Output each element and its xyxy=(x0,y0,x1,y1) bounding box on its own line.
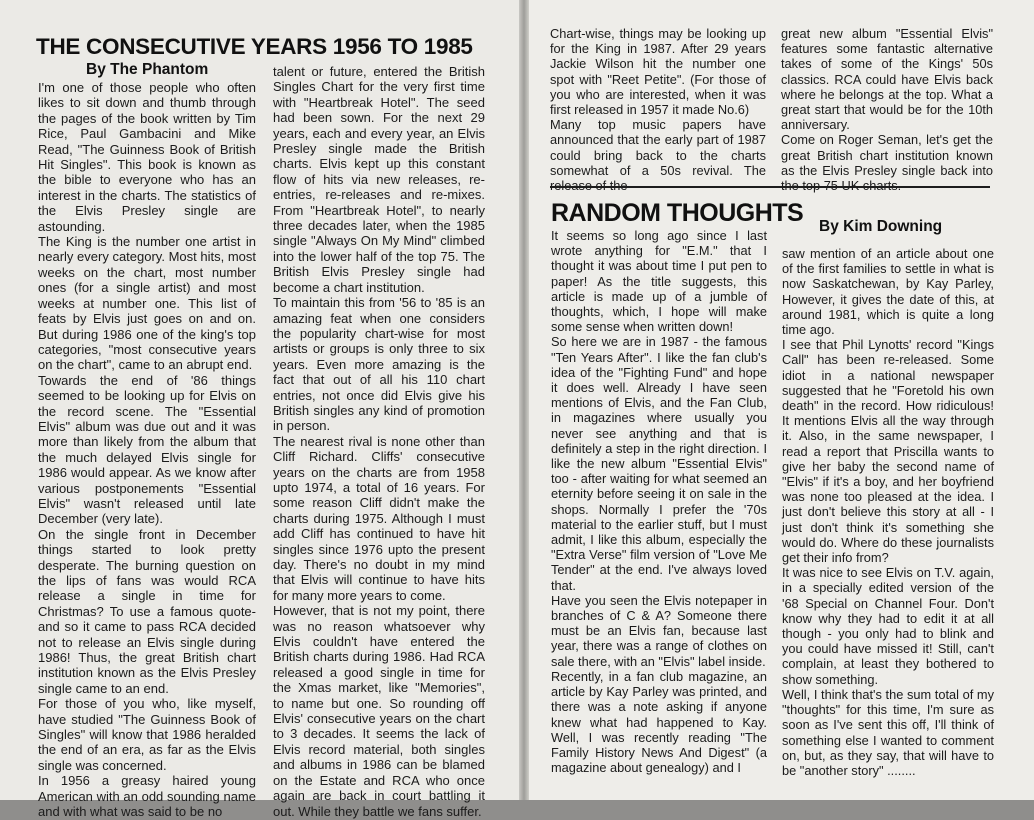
paragraph: Have you seen the Elvis notepaper in branches of C & A? Someone there must be an Elvis fan, because last year, there was a range of clothes on sale there, with an "Elvis" label inside. xyxy=(551,592,767,669)
paragraph: For those of you who, like myself, have studied "The Guinness Book of Singles" will know that 1986 heralded the end of an era, as far as the Elvis single was concerned. xyxy=(38,696,256,773)
paragraph: Many top music papers have announced that the early part of 1987 could bring back to the charts somewhat of a 50s revival. The xyxy=(550,117,766,178)
paragraph: It seems so long ago since I last wrote anything for "E.M." that I thought it was about time I put pen to paper! As the title suggests, this article is made up of a jumble of thoughts, which, I hope will make some sense when written down! xyxy=(551,228,767,335)
section-divider xyxy=(550,186,990,188)
page-fold xyxy=(519,0,529,800)
paragraph: Well, I think that's the sum total of my "thoughts" for this time, I'm sure as soon as I've sent this off, I'll think of something else I wanted to comment on, but, as they say, that will have to be "another story" ........ xyxy=(782,686,994,778)
continuation-column-1 xyxy=(550,26,766,193)
paragraph: Come on Roger Seman, let's get the great British chart institution known as the Elvis Presley single back into xyxy=(781,132,993,178)
paragraph: I'm one of those people who often likes to sit down and thumb through the pages of the book written by Tim Rice, Paul Gambacini and Mike Read, "The Guinness Book of British Hit Singles". This book is known as the bible to everyone who has an interest in the charts. The statistics of the Elvis Presley single are astounding. xyxy=(38,80,256,234)
paragraph: saw mention of an article about one of the first families to settle in what is now Saskatchewan, by Kay Parley, However, it gives the date of this, at around 1981, which is quite a long time ago. xyxy=(782,246,994,338)
article-title: THE CONSECUTIVE YEARS 1956 TO 1985 xyxy=(36,34,473,59)
paragraph: To maintain this from '56 to '85 is an amazing feat when one considers the popularity chart-wise for most artists or groups is only three to six years. Even more amazing is the fact that out of all his 110 chart entries, not once did Elvis give his British singles any kind of promotion in person. xyxy=(273,295,485,434)
article-column-2 xyxy=(782,246,994,778)
article-byline: By Kim Downing xyxy=(819,218,943,235)
article-column-1 xyxy=(551,228,767,775)
paragraph: I see that Phil Lynotts' record "Kings Call" has been re-released. Some idiot in a national newspaper suggested that he "Foretold his own death" in the record. How ridiculous! It mentions Elvis all the way through it. Also, in the same newspaper, I read a report that Priscilla wants to give her baby the second name of "Elvis" if it's a boy, and her boyfriend was none too pleased at the idea. I just don't believe this story at all - I just don't think it's something she would do. Where do these journalists get their info from? xyxy=(782,337,994,566)
paragraph: Recently, in a fan club magazine, an article by Kay Parley was printed, and there was a note asking if anyone knew what had happened to Kay. Well, I was recently reading "The Family History News And Digest" (a magazine about genealogy) and I xyxy=(551,668,767,776)
article-byline: By The Phantom xyxy=(86,61,209,78)
paragraph: great new album "Essential Elvis" features some fantastic alternative takes of some of the Kings' 50s classics. RCA could have Elvis back where he belongs at the top. What a great start that would be for the 10th anniversary. xyxy=(781,26,993,133)
article-column-2 xyxy=(273,64,485,819)
paragraph: On the single front in December things started to look pretty desperate. The burning question on the lips of fans was would RCA release a single in time for Christmas? To use a famous quote- and so it came to pass RCA decided not to release an Elvis single during 1986! Thus, the great British chart institution known as the Elvis Presley single came to an end. xyxy=(38,526,256,696)
paragraph: In 1956 a greasy haired young American with an odd sounding name and with what was said to be no xyxy=(38,773,256,820)
paragraph: So here we are in 1987 - the famous "Ten Years After". I like the fan club's idea of the "Fighting Fund" and hope it does well. Already I have seen mentions of Elvis, and the Fan Club, in magazines where usually you never see anything and that is definitely a step in the right direction. I like the new album "Essential Elvis" too - after waiting for what seemed an eternity before seeing it on sale in the shops. Normally I prefer the '70s material to the earlier stuff, but I must admit, I like this album, especially the "Extra Verse" film version of "Love Me Tender" at the end. I've always loved that. xyxy=(551,334,767,593)
paragraph: The nearest rival is none other than Cliff Richard. Cliffs' consecutive years on the charts are from 1958 upto 1974, a total of 16 years. For some reason Cliff didn't make the charts during 1975. Although I must add Cliff has continued to have hit singles since 1976 upto the present day. There's no doubt in my mind that Elvis will continue to have hits for many more years to come. xyxy=(273,433,485,603)
paragraph: It was nice to see Elvis on T.V. again, in a specially edited version of the '68 Special on Channel Four. Don't know why they had to edit it at all though - you only had to blink and you could have missed it! Still, can't complain, at least they bothered to show something. xyxy=(782,565,994,687)
paragraph: Chart-wise, things may be looking up for the King in 1987. After 29 years Jackie Wilson hit the number one spot with "Reet Petite". (For those of you who are interested, when it was first released in 1957 it made No.6) xyxy=(550,26,766,118)
paragraph: Towards the end of '86 things seemed to be looking up for Elvis on the record scene. The "Essential Elvis" album was due out and it was more than likely from the album that the much delayed Elvis single for 1986 would appear. As we know after various postponements "Essential Elvis" wasn't released until late December (very late). xyxy=(38,372,256,527)
paragraph: talent or future, entered the British Singles Chart for the very first time with "Heartbreak Hotel". The seed had been sown. For the next 29 years, each and every year, an Elvis Presley single made the British charts. Elvis kept up this constant flow of hits via new releases, re-entries, re-releases and re-mixes. From "Heartbreak Hotel", to nearly three decades later, when the 1985 single "Always On My Mind" climbed into the lower half of the top 75. The British Elvis Presley single had become a chart institution. xyxy=(273,64,485,295)
article-column-1 xyxy=(38,80,256,820)
paragraph: The King is the number one artist in nearly every category. Most hits, most weeks on the chart, most number ones (for a single artist) and most weeks at number one. This list of feats by Elvis just goes on and on. But during 1986 one of the king's top categories, "most consecutive years on the chart", came to an abrupt end. xyxy=(38,234,256,373)
article-title: RANDOM THOUGHTS xyxy=(551,199,804,227)
continuation-column-2 xyxy=(781,26,993,193)
paragraph: However, that is not my point, there was no reason whatsoever why Elvis couldn't have entered the British charts during 1986. Had RCA released a good single in time for the Xmas market, like "Memories", to name but one. So rounding off Elvis' consecutive years on the chart to 3 decades. It seems the lack of Elvis record material, both singles and albums in 1986 can be blamed on the Estate and RCA who once again are back in court battling it out. While they battle we fans suffer. xyxy=(273,603,485,819)
